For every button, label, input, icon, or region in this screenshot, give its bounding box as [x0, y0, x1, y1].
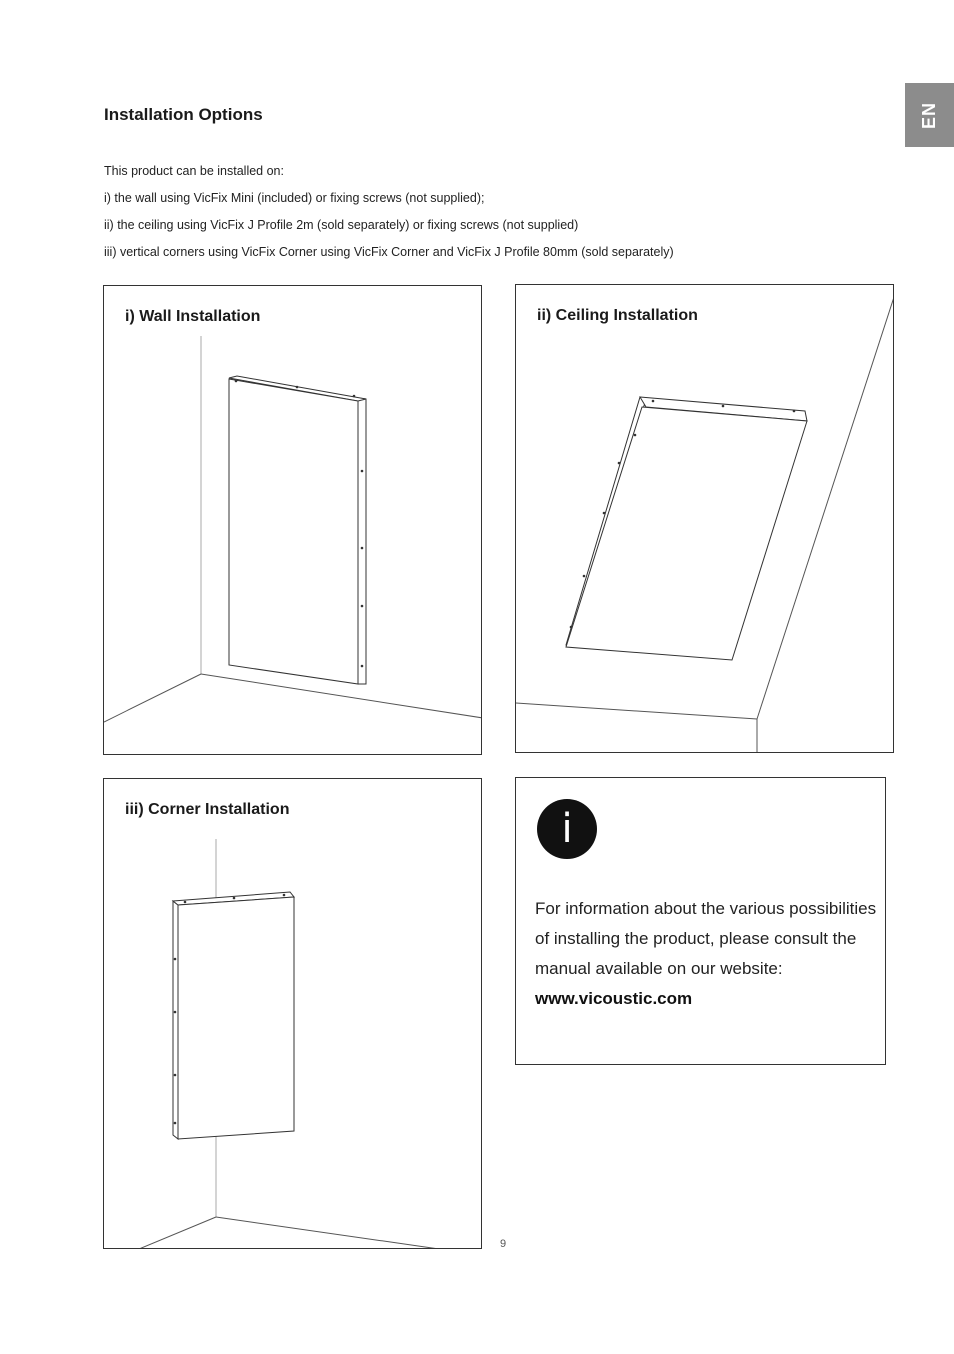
ceiling-installation-panel	[515, 284, 894, 753]
corner-installation-panel	[103, 778, 482, 1249]
wall-installation-title: i) Wall Installation	[125, 308, 261, 325]
language-tab	[905, 83, 954, 147]
ceiling-installation-title: ii) Ceiling Installation	[537, 307, 698, 324]
corner-installation-illustration	[104, 779, 482, 1249]
corner-installation-title: iii) Corner Installation	[125, 801, 290, 818]
page-number: 9	[500, 1238, 507, 1250]
option-wall: i) the wall using VicFix Mini (included) or fixing screws (not supplied);	[104, 191, 485, 205]
page-title: Installation Options	[104, 105, 263, 124]
option-corner: iii) vertical corners using VicFix Corner using VicFix Corner and VicFix J Profile 80mm (sold separately)	[104, 245, 674, 259]
info-message: For information about the various possibilities of installing the product, please consult the manual available on our website:	[535, 899, 877, 978]
intro-lead: This product can be installed on:	[104, 164, 284, 178]
intro-text	[104, 162, 674, 270]
website-link[interactable]: www.vicoustic.com	[535, 989, 693, 1008]
info-icon	[537, 799, 597, 859]
language-label: EN	[918, 101, 939, 129]
info-panel	[515, 777, 886, 1065]
wall-installation-illustration	[104, 286, 482, 755]
option-ceiling: ii) the ceiling using VicFix J Profile 2m (sold separately) or fixing screws (not supplied)	[104, 218, 579, 232]
ceiling-installation-illustration	[516, 285, 894, 753]
wall-installation-panel	[103, 285, 482, 755]
info-icon-glyph: i	[561, 806, 573, 852]
info-text	[535, 894, 880, 1014]
